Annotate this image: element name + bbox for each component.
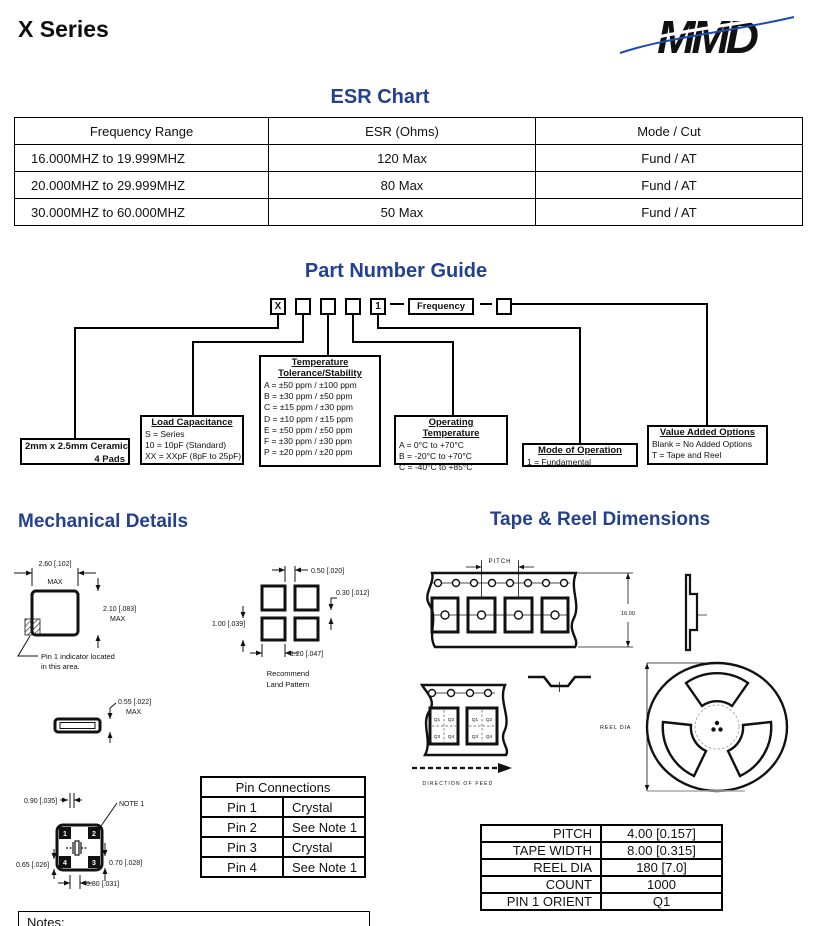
pad-number: 3	[92, 860, 96, 867]
esr-freq-range: 20.000MHZ to 29.999MHZ	[15, 172, 269, 199]
table-row	[15, 199, 803, 226]
dim-pad-height: 0.70 [.028]	[109, 860, 143, 867]
page-title: X Series	[18, 16, 109, 42]
tape-reel-drawing	[400, 552, 816, 822]
pad-number: 1	[63, 831, 67, 838]
tape-reel-spec-table	[480, 824, 723, 911]
direction-of-feed-label: DIRECTION OF FEED	[422, 781, 494, 787]
mechanical-details-heading: Mechanical Details	[18, 511, 189, 532]
load-capacitance-option: 10 = 10pF (Standard)	[145, 440, 227, 451]
table-row	[481, 859, 722, 876]
mmd-logo	[618, 12, 796, 60]
dim-package-width-max: MAX	[47, 579, 63, 586]
load-capacitance-option: S = Series	[145, 428, 185, 439]
mode-option: 1 = Fundamental	[527, 456, 592, 467]
load-capacitance-option: XX = XXpF (8pF to 25pF)	[145, 451, 242, 462]
spec-label: REEL DIA	[481, 859, 601, 876]
pin1-note-line2: in this area.	[41, 662, 80, 671]
esr-heading: ESR Chart	[330, 86, 430, 108]
dim-pad-offset-left: 0.65 [.026]	[16, 862, 50, 869]
pin-function: Crystal	[283, 797, 365, 817]
note1-label: NOTE 1	[119, 801, 145, 808]
table-row	[481, 876, 722, 893]
table-row	[15, 172, 803, 199]
dim-package-height: 2.10 [.083]	[103, 606, 137, 613]
notes-box	[18, 911, 370, 926]
esr-value: 120 Max	[269, 145, 536, 172]
crystal-symbol	[66, 841, 88, 855]
dim-land-pad-height: 1.00 [.039]	[212, 621, 246, 628]
load-capacitance-title: Load Capacitance	[151, 417, 233, 428]
quadrant-label: Q4	[485, 735, 493, 740]
esr-freq-range: 30.000MHZ to 60.000MHZ	[15, 199, 269, 226]
label-value-added-options	[647, 425, 768, 465]
mode-title: Mode of Operation	[538, 445, 622, 456]
spec-value: 4.00 [0.157]	[601, 825, 722, 842]
pn-box-op-temp	[345, 298, 361, 315]
pin-function: Crystal	[283, 837, 365, 857]
esr-col-frequency: Frequency Range	[15, 118, 269, 145]
pad-number: 4	[63, 860, 67, 867]
table-row	[201, 797, 365, 817]
dim-package-thickness-max: MAX	[126, 709, 142, 716]
quadrant-label: Q3	[433, 735, 441, 740]
quadrant-label: Q1	[471, 718, 479, 723]
part-number-guide-heading: Part Number Guide	[304, 260, 488, 282]
reel-dia-label: REEL DIA	[600, 725, 632, 731]
esr-table	[14, 117, 803, 226]
tape-strip-outline	[427, 573, 576, 647]
dim-pad-pitch-bottom: 0.80 [.031]	[86, 881, 120, 888]
quadrant-label: Q2	[485, 718, 493, 723]
reel-center-mark	[711, 721, 722, 732]
table-row	[481, 825, 722, 842]
pin-label: Pin 4	[201, 857, 283, 877]
land-pattern-drawing	[210, 556, 395, 696]
dim-package-height-max: MAX	[110, 616, 126, 623]
esr-mode: Fund / AT	[536, 145, 803, 172]
dim-package-width: 2.60 [.102]	[38, 561, 72, 568]
spec-value: 1000	[601, 876, 722, 893]
dim-land-pad-width: 1.20 [.047]	[290, 651, 324, 658]
dim-land-gap-x: 0.50 [.020]	[311, 568, 345, 575]
dim-pad-offset-top: 0.90 [.035]	[24, 798, 58, 805]
value-added-option: Blank = No Added Options	[652, 438, 752, 449]
spec-label: PIN 1 ORIENT	[481, 893, 601, 910]
quadrant-label: Q1	[433, 718, 441, 723]
pin-label: Pin 3	[201, 837, 283, 857]
pn-box-options	[496, 298, 512, 315]
quadrant-label: Q2	[447, 718, 455, 723]
package-top-view-drawing	[10, 556, 195, 686]
temperature-option: E = ±50 ppm / ±50 ppm	[264, 424, 353, 435]
operating-temperature-option: B = -20°C to +70°C	[399, 451, 472, 462]
tape-width-dim: 16.00	[621, 611, 635, 617]
spec-label: COUNT	[481, 876, 601, 893]
notes-label: Notes:	[27, 915, 65, 926]
tape-side-profile	[686, 575, 697, 650]
esr-mode: Fund / AT	[536, 199, 803, 226]
operating-temperature-title: Operating Temperature	[422, 417, 480, 439]
package-side-view-drawing	[30, 690, 220, 752]
pin1-note-line1: Pin 1 indicator located	[41, 652, 115, 661]
pn-box-tolerance	[320, 298, 336, 315]
part-number-diagram	[0, 295, 816, 475]
operating-temperature-option: A = 0°C to +70°C	[399, 439, 464, 450]
pin-label: Pin 1	[201, 797, 283, 817]
pin-connections-title: Pin Connections	[201, 777, 365, 797]
pn-box-frequency: Frequency	[408, 298, 474, 315]
pin-connections-table	[200, 776, 366, 878]
quadrant-label: Q4	[447, 735, 455, 740]
temperature-option: A = ±50 ppm / ±100 ppm	[264, 379, 357, 390]
esr-mode: Fund / AT	[536, 172, 803, 199]
table-row	[201, 857, 365, 877]
temperature-option: P = ±20 ppm / ±20 ppm	[264, 447, 353, 458]
esr-col-esr: ESR (Ohms)	[269, 118, 536, 145]
pn-box-series: X	[270, 298, 286, 315]
spec-label: PITCH	[481, 825, 601, 842]
pn-box-mode: 1	[370, 298, 386, 315]
table-row	[481, 842, 722, 859]
spec-value: Q1	[601, 893, 722, 910]
pad-number: 2	[92, 831, 96, 838]
quadrant-label: Q3	[471, 735, 479, 740]
label-operating-temperature	[394, 415, 508, 473]
feed-arrowhead	[498, 763, 512, 773]
table-row	[201, 817, 365, 837]
dim-package-thickness: 0.55 [.022]	[118, 699, 152, 706]
temperature-title-line1: Temperature	[291, 357, 349, 368]
esr-col-mode: Mode / Cut	[536, 118, 803, 145]
pitch-dim-label: PITCH	[488, 559, 512, 565]
label-temperature-tolerance	[259, 355, 381, 467]
label-mode-of-operation	[522, 443, 638, 467]
package-bottom-view-drawing	[10, 783, 205, 911]
table-row	[201, 837, 365, 857]
table-row	[15, 145, 803, 172]
spec-value: 8.00 [0.315]	[601, 842, 722, 859]
value-added-option: T = Tape and Reel	[652, 450, 722, 461]
table-row	[481, 893, 722, 910]
spec-label: TAPE WIDTH	[481, 842, 601, 859]
esr-header-row	[15, 118, 803, 145]
esr-value: 80 Max	[269, 172, 536, 199]
esr-value: 50 Max	[269, 199, 536, 226]
temperature-option: D = ±10 ppm / ±15 ppm	[264, 413, 353, 424]
pin1-indicator-area	[25, 619, 40, 635]
land-pattern-caption-line1: Recommend	[266, 669, 310, 678]
package-line1: 2mm x 2.5mm Ceramic	[25, 441, 128, 452]
value-added-title: Value Added Options	[659, 427, 756, 438]
temperature-option: C = ±15 ppm / ±30 ppm	[264, 402, 353, 413]
temperature-option: F = ±30 ppm / ±30 ppm	[264, 435, 352, 446]
logo-text: MMD	[657, 12, 755, 60]
package-line2: 4 Pads	[94, 453, 125, 465]
reel-hub	[695, 705, 739, 749]
operating-temperature-option: C = -40°C to +85°C	[399, 462, 473, 473]
esr-freq-range: 16.000MHZ to 19.999MHZ	[15, 145, 269, 172]
dim-land-gap-y: 0.30 [.012]	[336, 590, 370, 597]
temperature-option: B = ±30 ppm / ±50 ppm	[264, 391, 353, 402]
pn-box-load-cap	[295, 298, 311, 315]
tape-reel-heading: Tape & Reel Dimensions	[489, 509, 711, 530]
pin-label: Pin 2	[201, 817, 283, 837]
label-load-capacitance	[140, 415, 244, 465]
spec-value: 180 [7.0]	[601, 859, 722, 876]
temperature-title-line2: Tolerance/Stability	[278, 367, 362, 379]
land-pattern-caption-line2: Land Pattern	[266, 680, 310, 689]
pin-function: See Note 1	[283, 817, 365, 837]
pin-function: See Note 1	[283, 857, 365, 877]
label-package	[20, 438, 130, 465]
